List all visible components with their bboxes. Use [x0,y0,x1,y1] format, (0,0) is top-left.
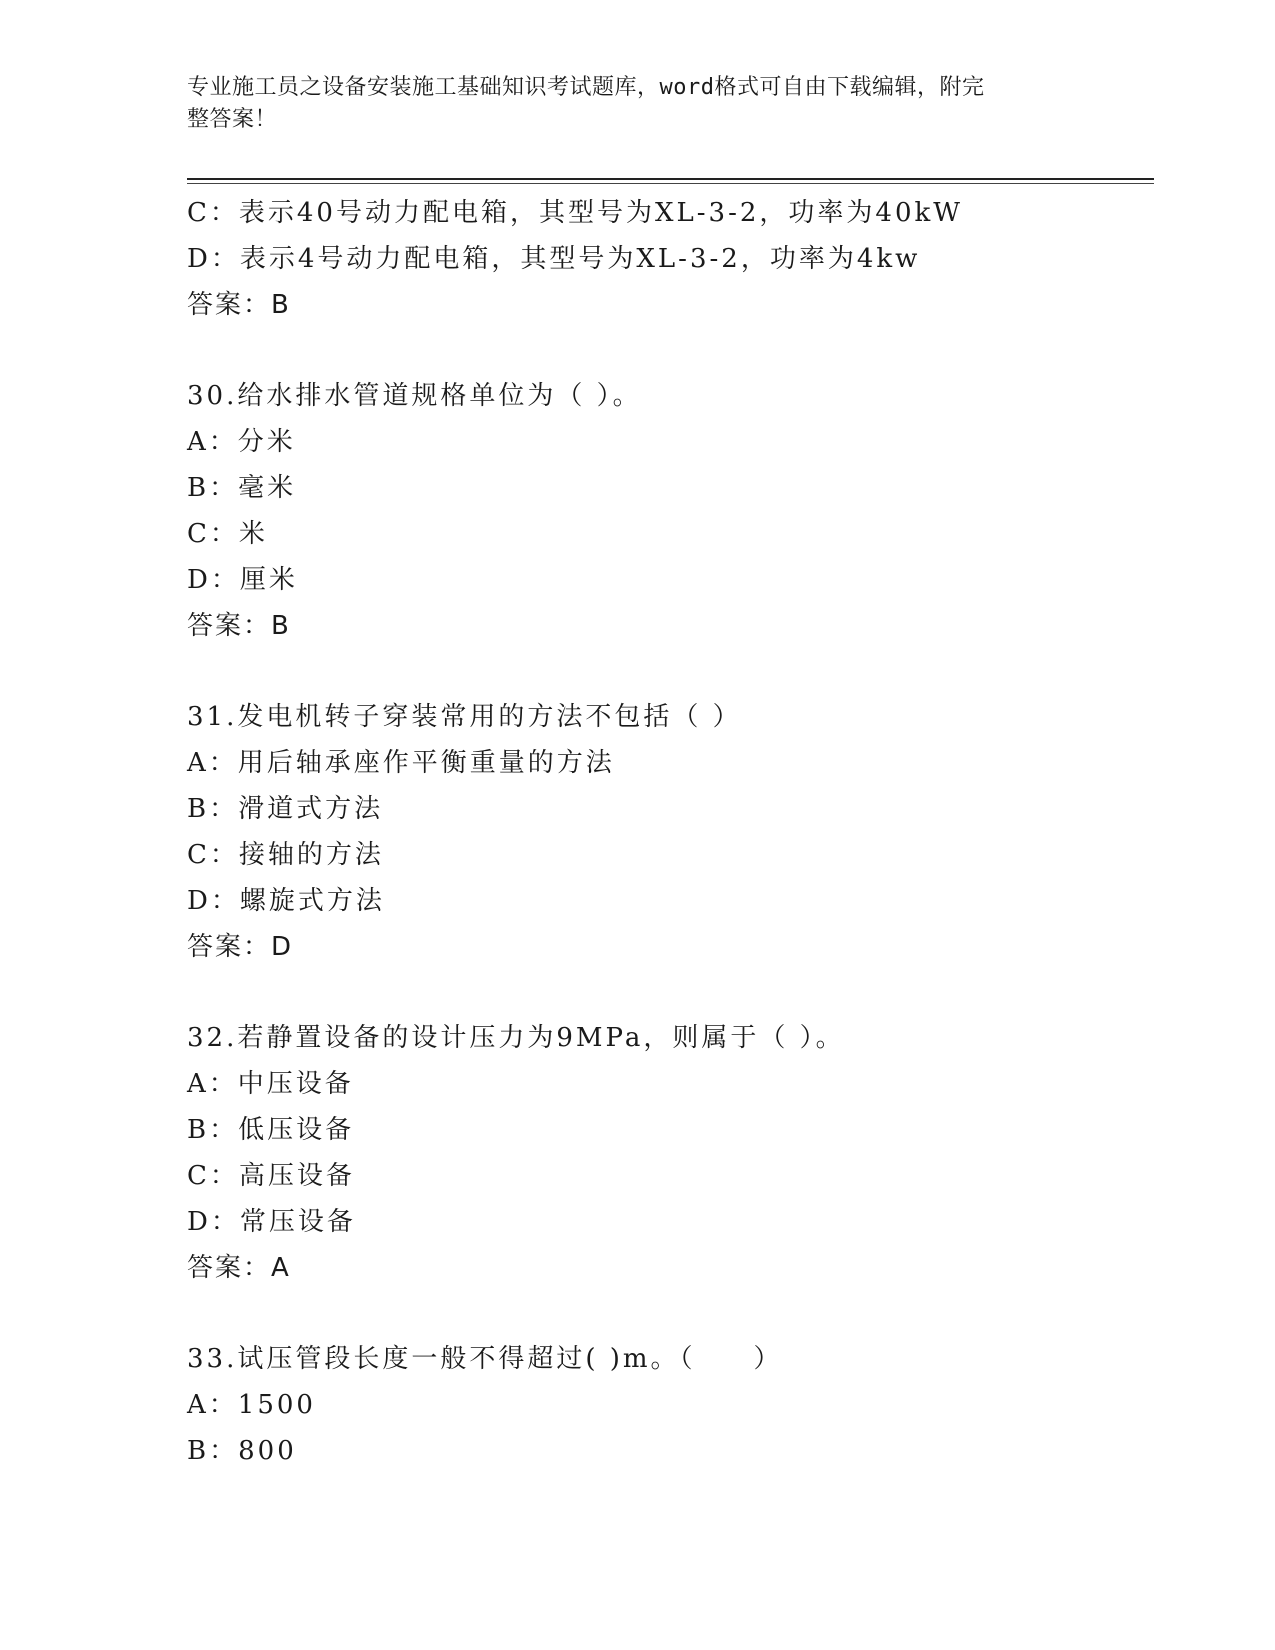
header-divider-thin [187,183,1154,184]
answer: 答案：B [187,611,291,641]
option-a: A：中压设备 [187,1069,354,1099]
option-a: A：用后轴承座作平衡重量的方法 [187,748,615,778]
question-31 [187,694,1154,970]
answer: 答案：D [187,932,294,962]
answer: 答案：B [187,290,291,320]
option-c: C：表示40号动力配电箱，其型号为XL-3-2，功率为40kW [187,198,963,228]
spacer [187,328,1154,373]
option-b: B：滑道式方法 [187,794,384,824]
question-list [187,190,1154,1474]
question-32 [187,1015,1154,1291]
option-a: A：分米 [187,427,296,457]
option-b: B：800 [187,1436,297,1466]
header-line-2: 整答案！ [187,107,278,132]
option-c: C：高压设备 [187,1161,355,1191]
question-33 [187,1336,1154,1474]
option-c: C：接轴的方法 [187,840,384,870]
spacer [187,649,1154,694]
spacer [187,1291,1154,1336]
question-text: 32.若静置设备的设计压力为9MPa，则属于（ ）。 [187,1023,845,1053]
option-d: D：厘米 [187,565,298,595]
option-b: B：低压设备 [187,1115,355,1145]
question-text: 31.发电机转子穿装常用的方法不包括（ ） [187,702,742,732]
question-30 [187,373,1154,649]
option-a: A：1500 [187,1390,316,1420]
option-b: B：毫米 [187,473,297,503]
option-d: D：常压设备 [187,1207,356,1237]
answer: 答案：A [187,1253,291,1283]
spacer [187,970,1154,1015]
question-text: 30.给水排水管道规格单位为（ ）。 [187,381,642,411]
header-line-1: 专业施工员之设备安装施工基础知识考试题库，word格式可自由下载编辑，附完 [187,75,985,100]
option-d: D：螺旋式方法 [187,886,385,916]
option-c: C：米 [187,519,268,549]
question-29-continuation [187,190,1154,328]
header-divider-thick [187,178,1154,180]
question-text: 33.试压管段长度一般不得超过( )m。（ ） [187,1344,783,1374]
option-d: D：表示4号动力配电箱，其型号为XL-3-2，功率为4kw [187,244,921,274]
document-header [187,72,1067,136]
